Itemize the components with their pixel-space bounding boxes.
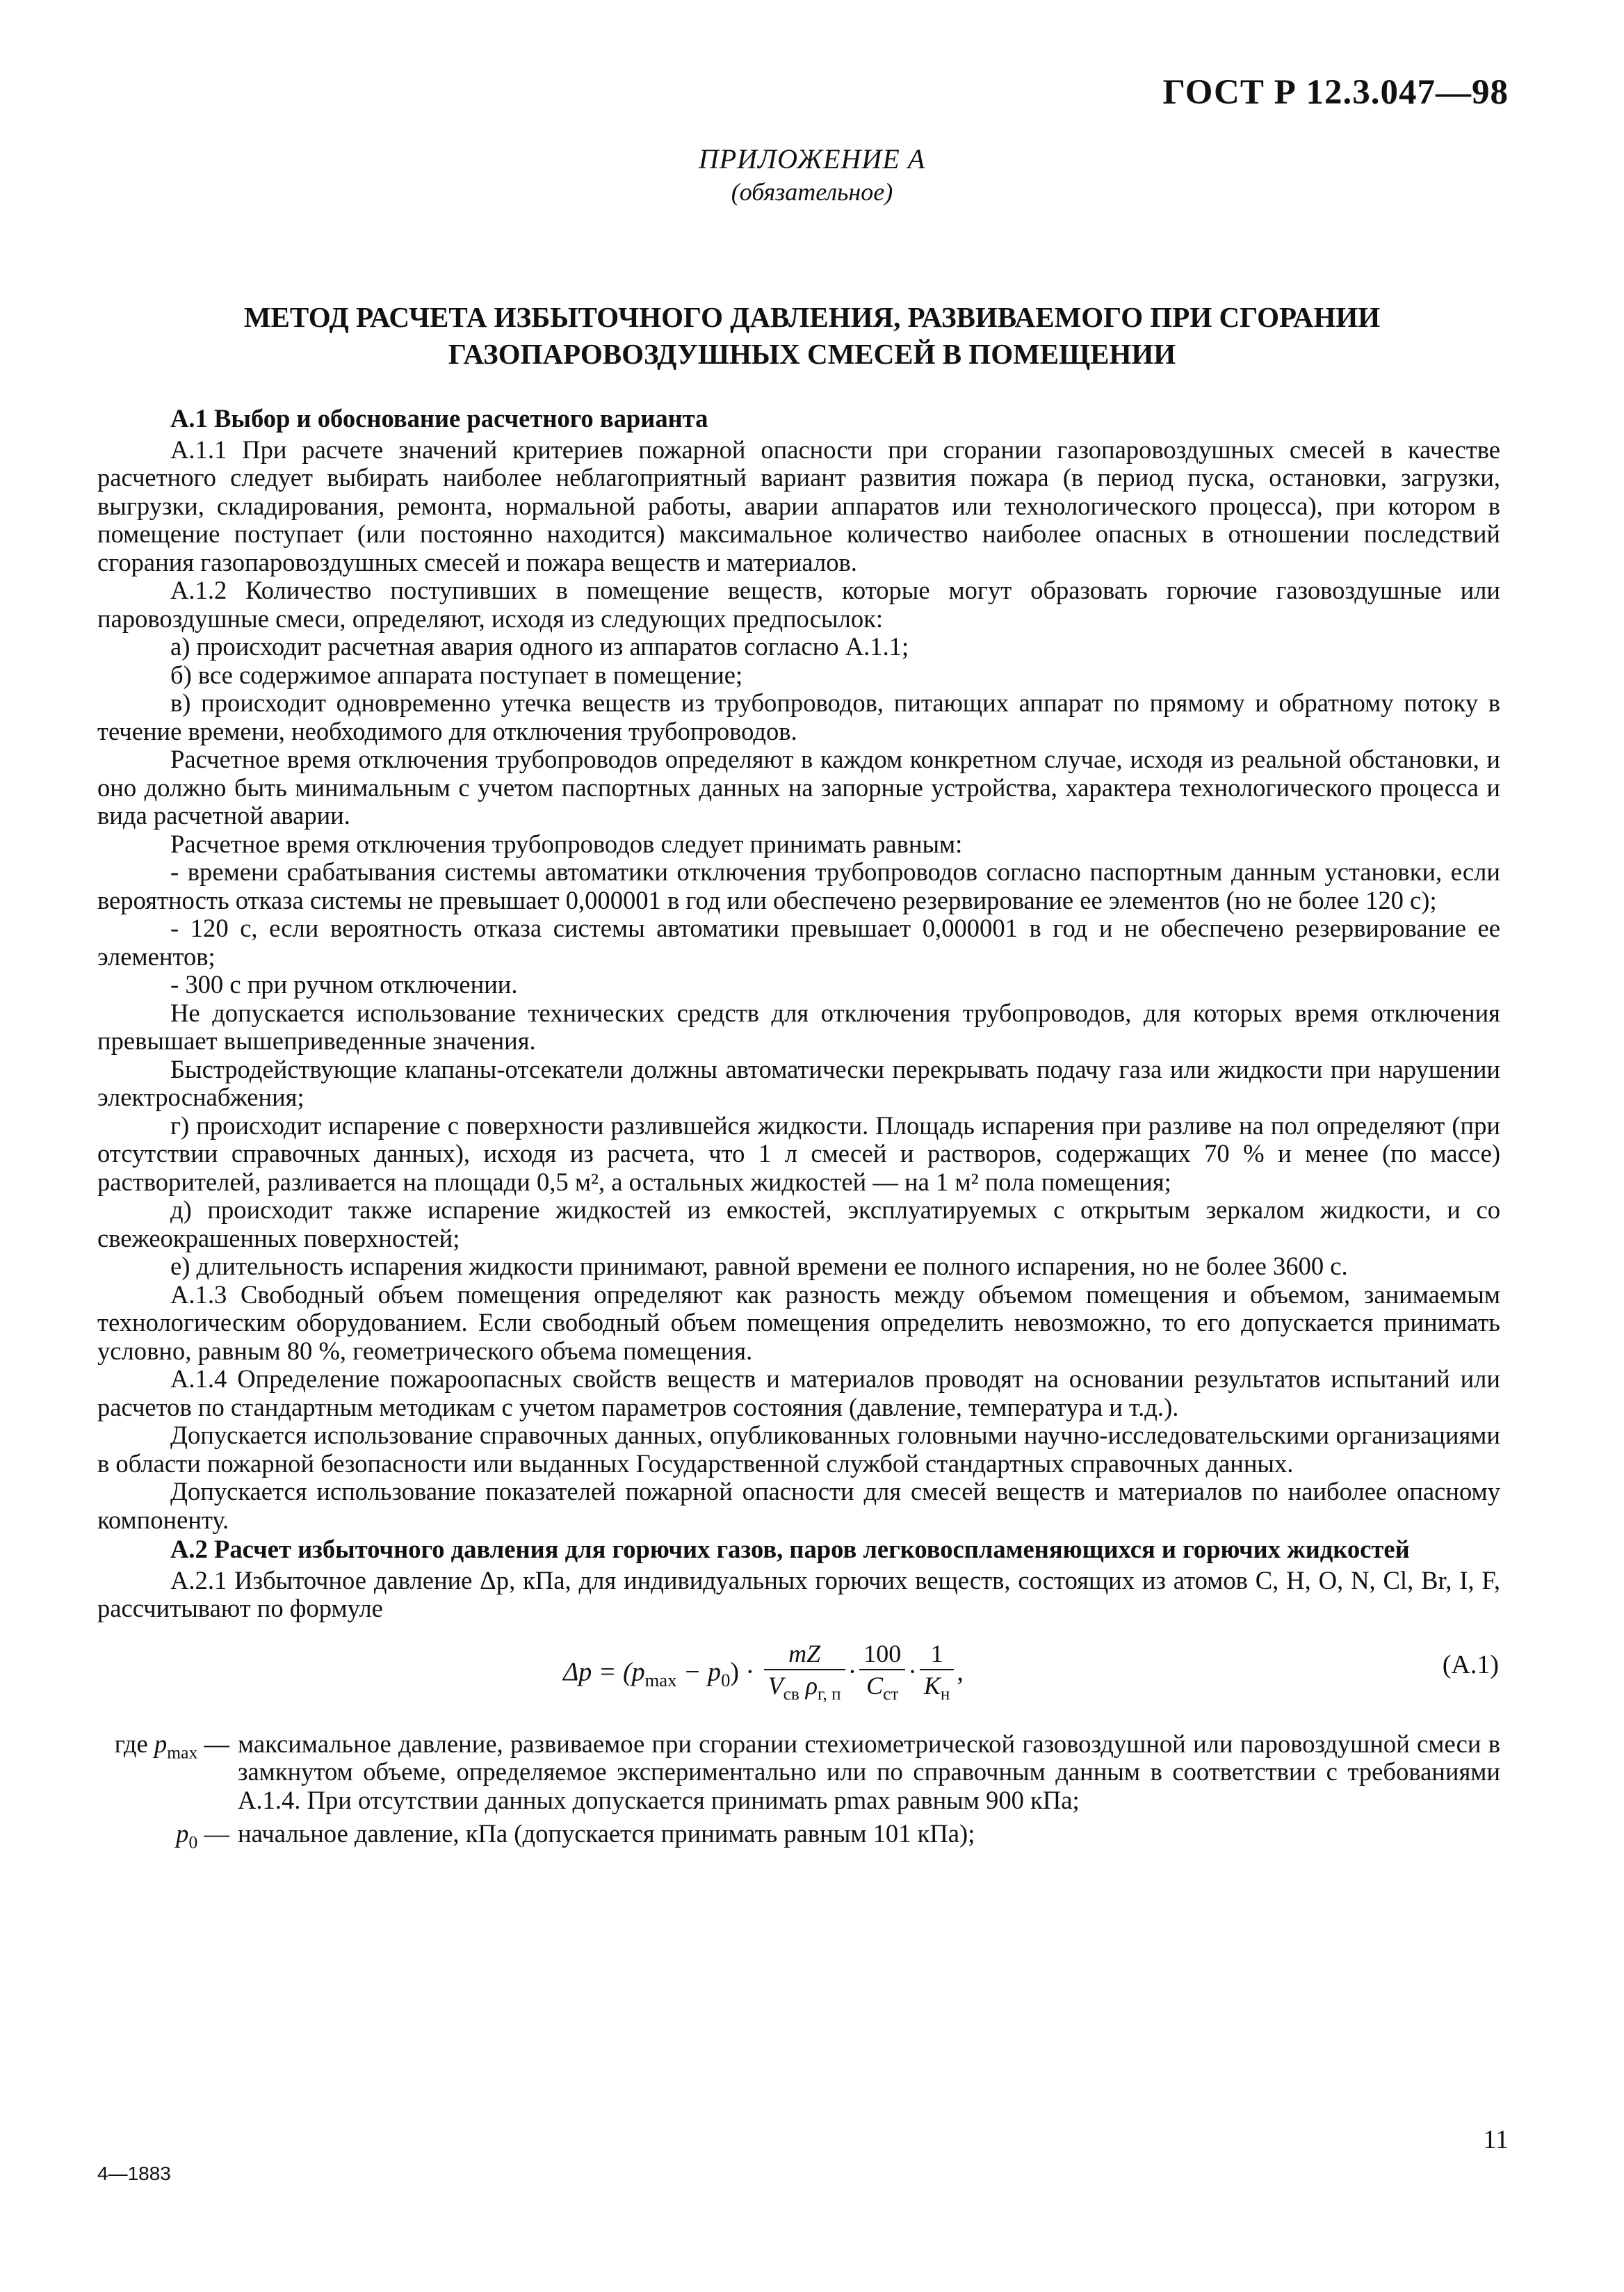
definitions bbox=[97, 1730, 1500, 1857]
title-line-1: МЕТОД РАСЧЕТА ИЗБЫТОЧНОГО ДАВЛЕНИЯ, РАЗВИВАЕМОГО ПРИ СГОРАНИИ bbox=[243, 301, 1381, 333]
fraction-stoich: $\frac{100}{C_{ст}}$ bbox=[859, 1638, 905, 1710]
list-item: г) происходит испарение с поверхности разлившейся жидкости. Площадь испарения при разливе на пол определяют (при отсутствии справочных данных), исходя из расчета, что 1 л смесей и растворов, содержащих 70 % и менее (по массе) растворителей, разливается на площади 0,5 м², а остальных жидкостей — на 1 м² пола помещения; bbox=[97, 1111, 1500, 1196]
paragraph: Не допускается использование технических средств для отключения трубопроводов, для которых время отключения превышает вышеприведенные значения. bbox=[97, 998, 1500, 1055]
equation-number: (А.1) bbox=[1442, 1649, 1499, 1679]
fraction-coefficient: $\frac{1}{K_н}$ bbox=[920, 1638, 955, 1710]
appendix-title: ПРИЛОЖЕНИЕ А bbox=[698, 143, 926, 175]
print-code: 4—1883 bbox=[97, 2163, 171, 2184]
paragraph: А.2.1 Избыточное давление Δp, кПа, для индивидуальных горючих веществ, состоящих из атомов С, Н, О, N, Cl, Br, I, F, рассчитывают по формуле bbox=[97, 1565, 1500, 1622]
definition-p0: $p_0$ — начальное давление, кПа (допускается принимать равным 101 кПа); bbox=[176, 1819, 975, 1853]
document-title bbox=[139, 299, 1485, 373]
section-heading: А.2 Расчет избыточного давления для горючих газов, паров легковоспламеняющихся и горючих жидкостей bbox=[170, 1535, 1410, 1563]
list-item: в) происходит одновременно утечка веществ из трубопроводов, питающих аппарат по прямому и обратному потоку в течение времени, необходимого для отключения трубопроводов. bbox=[97, 688, 1500, 745]
paragraph: Расчетное время отключения трубопроводов следует принимать равным: bbox=[170, 829, 963, 858]
list-item: б) все содержимое аппарата поступает в помещение; bbox=[170, 660, 743, 689]
page-number: 11 bbox=[1483, 2125, 1509, 2154]
formula-a1 bbox=[97, 1630, 1500, 1713]
paragraph: Допускается использование справочных данных, опубликованных головными научно-исследовательскими организациями в области пожарной безопасности или выданных Государственной службой стандартных справочных данных. bbox=[97, 1421, 1500, 1478]
list-item: - времени срабатывания системы автоматики отключения трубопроводов согласно паспортным данным установки, если вероятность отказа системы не превышает 0,000001 в год или обеспечено резервирование ее элементов (но не более 120 с); bbox=[97, 857, 1500, 914]
appendix-subtitle: (обязательное) bbox=[731, 178, 893, 206]
paragraph: А.1.1 При расчете значений критериев пожарной опасности при сгорании газопаровоздушных смесей в качестве расчетного следует выбирать наиболее неблагоприятный вариант развития пожара (в период пуска, остановки, загрузки, выгрузки, складирования, ремонта, нормальной работы, аварии аппаратов или технологического процесса), при котором в помещение поступает (или постоянно находится) максимальное количество наиболее опасных в отношении последствий сгорания газопаровоздушных смесей и пожара веществ и материалов. bbox=[97, 435, 1500, 576]
section-heading: А.1 Выбор и обоснование расчетного варианта bbox=[170, 404, 708, 433]
paragraph: Быстродействующие клапаны-отсекатели должны автоматически перекрывать подачу газа или жидкости при нарушении электроснабжения; bbox=[97, 1054, 1500, 1111]
fraction-mass: $\frac{mZ}{V_{св} \rho_{г, п}}$ bbox=[764, 1638, 845, 1710]
paragraph: Допускается использование показателей пожарной опасности для смесей веществ и материалов по наиболее опасному компоненту. bbox=[97, 1477, 1500, 1534]
body-text bbox=[97, 403, 1500, 1862]
list-item: - 300 с при ручном отключении. bbox=[170, 970, 518, 999]
list-item: е) длительность испарения жидкости принимают, равной времени ее полного испарения, но не более 3600 с. bbox=[170, 1252, 1348, 1280]
title-line-2: ГАЗОПАРОВОЗДУШНЫХ СМЕСЕЙ В ПОМЕЩЕНИИ bbox=[448, 338, 1176, 370]
list-item: - 120 с, если вероятность отказа системы автоматики превышает 0,000001 в год и не обеспечено резервирование ее элементов; bbox=[97, 914, 1500, 971]
standard-code: ГОСТ Р 12.3.047—98 bbox=[1162, 73, 1509, 112]
paragraph: А.1.4 Определение пожароопасных свойств веществ и материалов проводят на основании результатов испытаний или расчетов по стандартным методикам с учетом параметров состояния (давление, температура и т.д.). bbox=[97, 1364, 1500, 1421]
list-item: а) происходит расчетная авария одного из аппаратов согласно А.1.1; bbox=[170, 632, 909, 661]
paragraph: А.1.3 Свободный объем помещения определяют как разность между объемом помещения и объемом, занимаемым технологическим оборудованием. Если свободный объем помещения определить невозможно, то его допускается принимать условно, равным 80 %, геометрического объема помещения. bbox=[97, 1280, 1500, 1365]
paragraph: Расчетное время отключения трубопроводов определяют в каждом конкретном случае, исходя из реальной обстановки, и оно должно быть минимальным с учетом паспортных данных на запорные устройства, характера технологического процесса и вида расчетной аварии. bbox=[97, 745, 1500, 830]
paragraph: А.1.2 Количество поступивших в помещение веществ, которые могут образовать горючие газовоздушные или паровоздушные смеси, определяют, исходя из следующих предпосылок: bbox=[97, 576, 1500, 633]
definition-pmax: где $p_{max}$ — максимальное давление, развиваемое при сгорании стехиометрической газовоздушной или паровоздушной смеси в замкнутом объеме, определяемое экспериментально или по справочным данным в соответствии с требованиями А.1.4. При отсутствии данных допускается принимать pmax равным 900 кПа; bbox=[114, 1729, 1500, 1814]
list-item: д) происходит также испарение жидкостей из емкостей, эксплуатируемых с открытым зеркалом жидкости, и со свежеокрашенных поверхностей; bbox=[97, 1195, 1500, 1252]
formula-expression: $\Delta p = (p_{max} - p_0)$ · $\frac{mZ}{V_{св} \rho_{г, п}}$ · $\frac{100}{C_{ст}}$ · $\frac{1}{K_н}$ , bbox=[563, 1638, 964, 1710]
